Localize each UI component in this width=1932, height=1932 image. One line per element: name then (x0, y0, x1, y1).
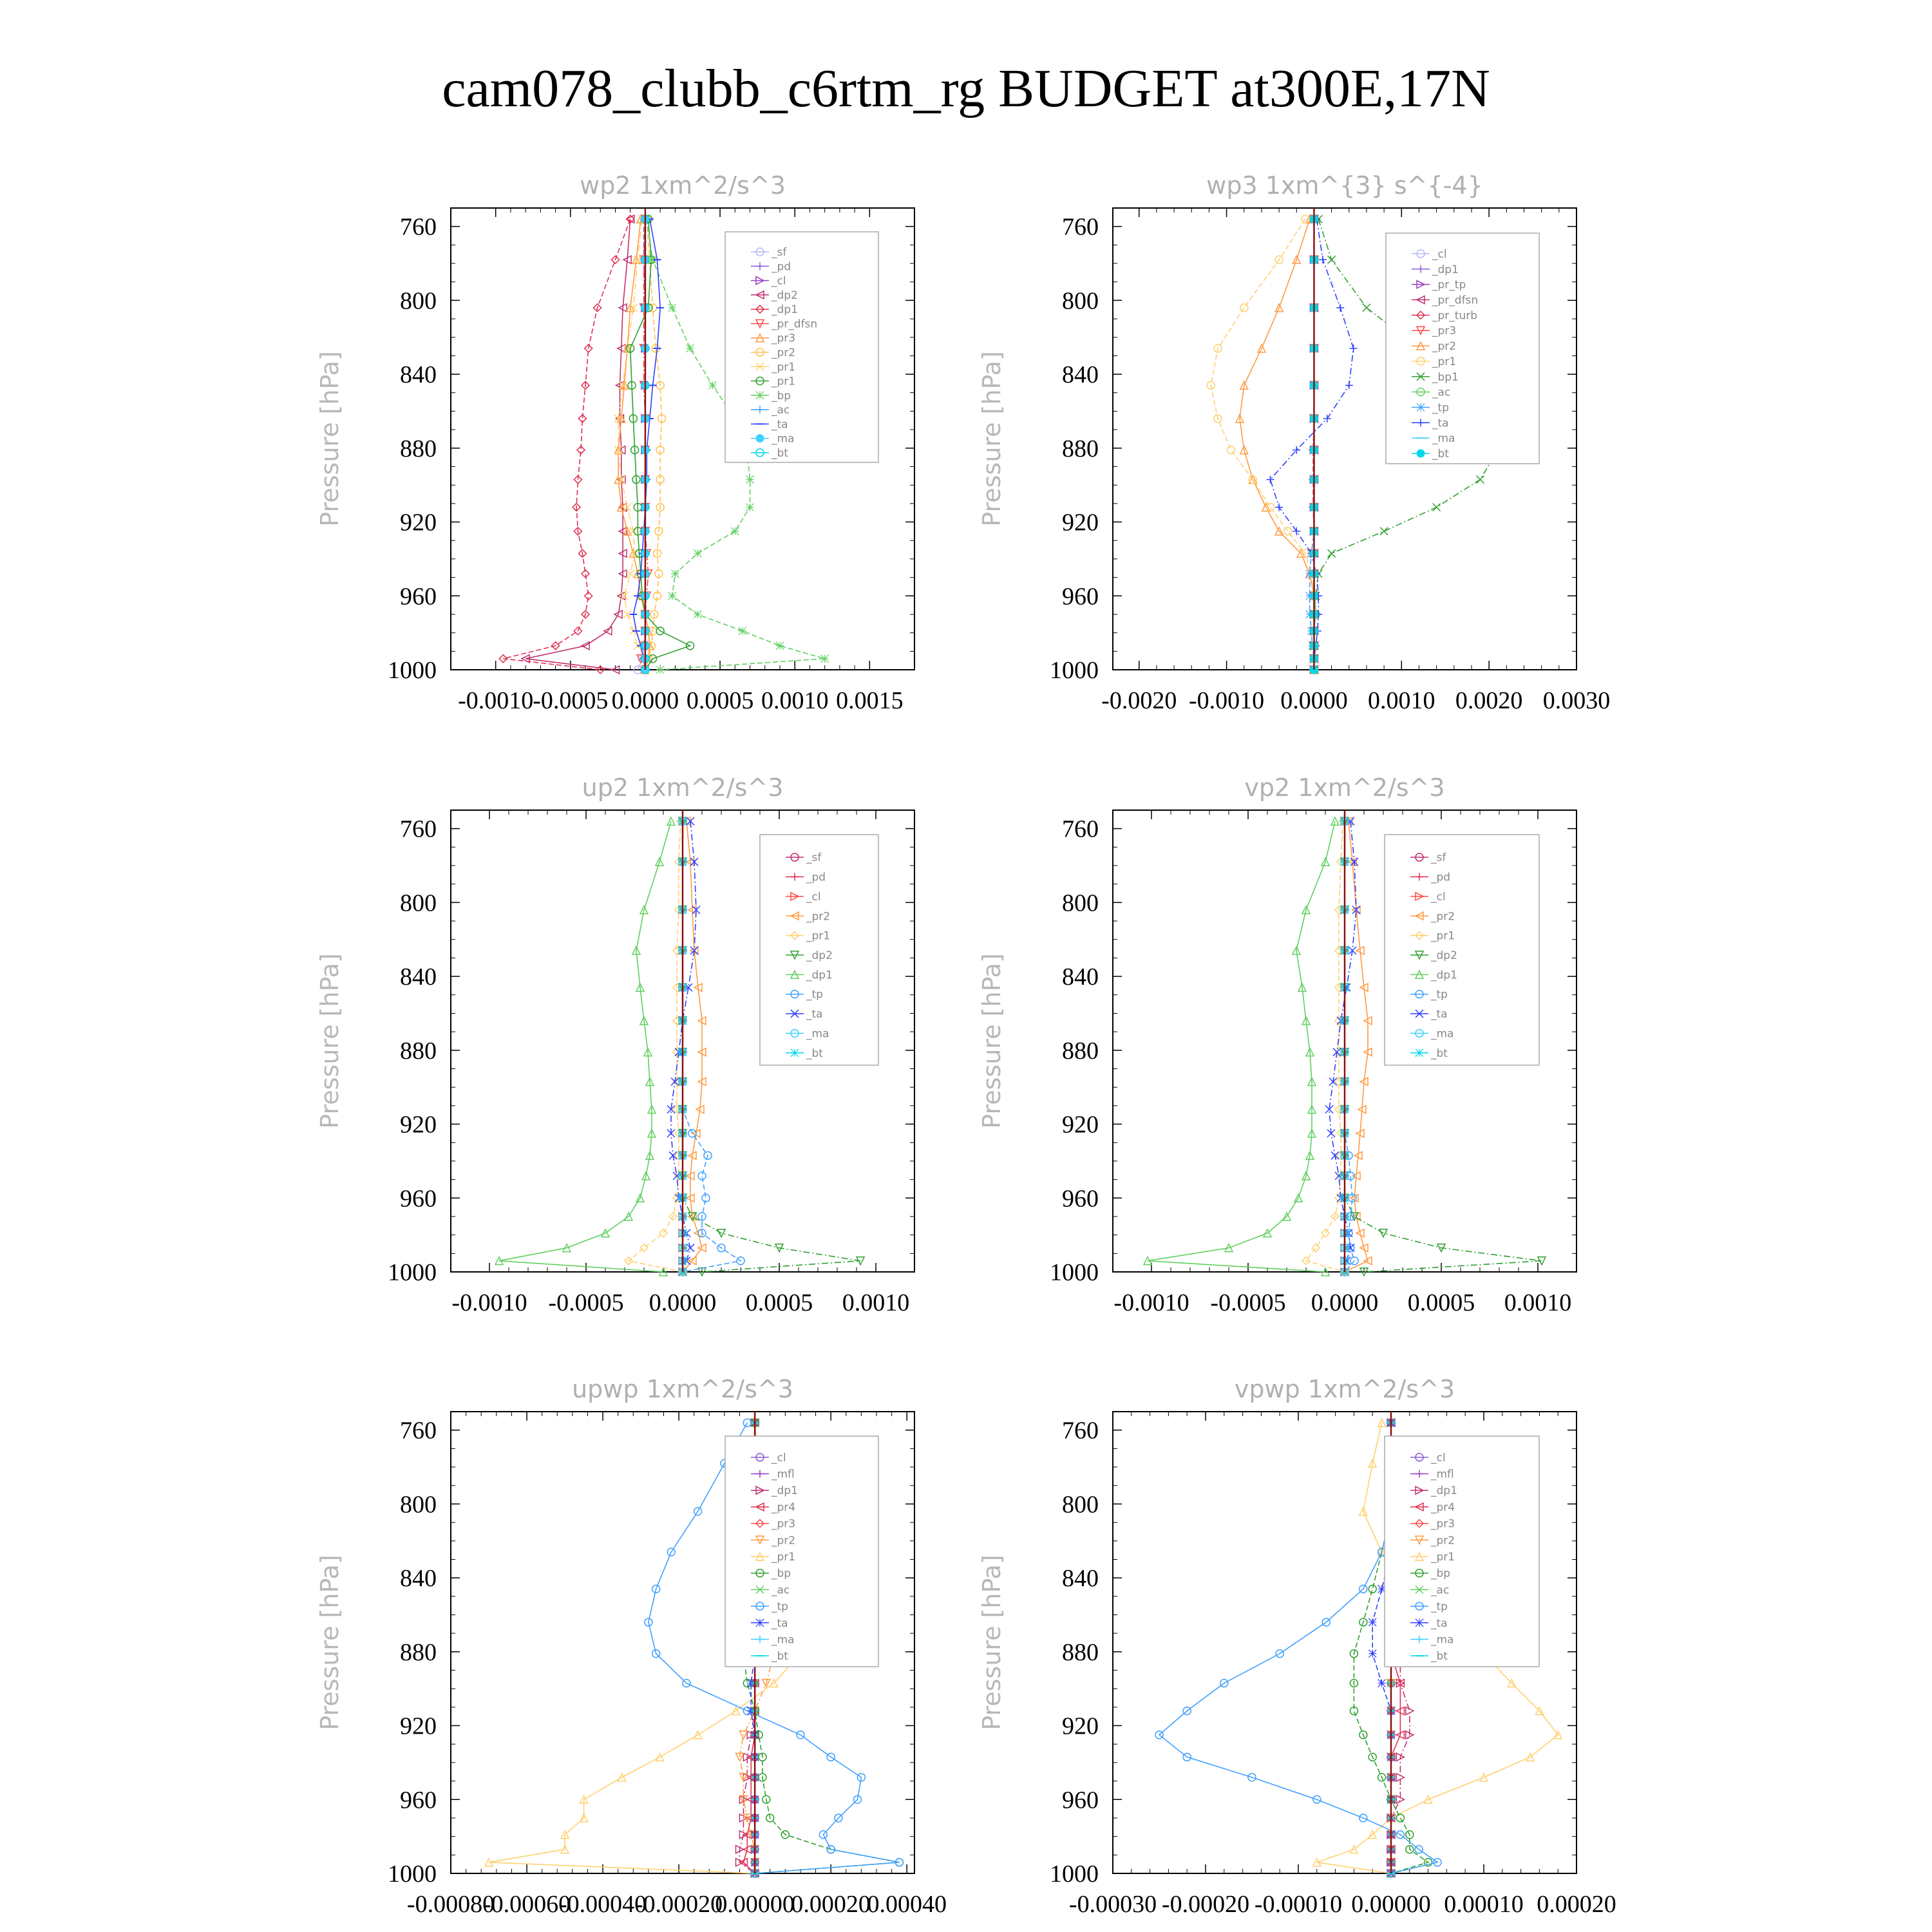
data-point (627, 570, 634, 578)
series-line (618, 219, 645, 670)
x-tick-label: 0.0000 (1311, 1289, 1379, 1316)
y-tick-label: 760 (400, 213, 437, 241)
data-point (668, 304, 676, 312)
series-line (1306, 821, 1345, 1272)
legend-label: _pd (772, 260, 791, 274)
data-point (1227, 446, 1235, 454)
y-tick-label: 760 (400, 1417, 437, 1444)
y-tick-label: 800 (400, 287, 437, 315)
data-point (746, 476, 754, 484)
data-point (1345, 381, 1353, 389)
legend-label: _pr1 (772, 361, 796, 374)
legend-box (1385, 1436, 1539, 1667)
legend-label: _tp (1432, 401, 1449, 415)
legend-label: _dp1 (1432, 263, 1459, 276)
data-point (1328, 549, 1336, 557)
legend-label: _pr3 (772, 1517, 796, 1531)
legend (1385, 1436, 1539, 1667)
y-tick-label: 760 (1062, 815, 1099, 843)
legend-label: _bt (806, 1046, 823, 1060)
legend-label: _pr1 (1431, 929, 1455, 943)
series-line (1240, 219, 1314, 670)
legend-label: _ma (1431, 1633, 1454, 1647)
series-dp1 (499, 215, 634, 674)
legend-label: _pr2 (1431, 910, 1455, 923)
x-tick-label: -0.0010 (1113, 1289, 1189, 1316)
x-tick-label: 0.00000 (715, 1891, 795, 1918)
y-tick-label: 800 (400, 1491, 437, 1519)
y-tick-label: 880 (1062, 1638, 1099, 1666)
y-tick-label: 760 (400, 815, 437, 843)
y-tick-label: 840 (400, 963, 437, 991)
legend-label: _cl (1431, 1451, 1446, 1464)
y-tick-label: 880 (1062, 435, 1099, 462)
x-tick-label: 0.0010 (1504, 1289, 1572, 1316)
legend-marker (1417, 404, 1425, 412)
data-point (1368, 1618, 1376, 1626)
legend-label: _pr3 (1432, 325, 1457, 338)
x-tick-label: -0.00060 (482, 1891, 571, 1918)
y-tick-label: 800 (400, 889, 437, 917)
legend-box (725, 232, 878, 462)
y-tick-label: 880 (1062, 1037, 1099, 1065)
data-point (1433, 504, 1441, 511)
chart-panel-3 (316, 773, 914, 1316)
legend-label: _bp (772, 389, 791, 402)
data-point (671, 570, 679, 578)
legend-label: _pr3 (772, 332, 796, 345)
legend-label: _dp1 (772, 1484, 798, 1498)
legend-label: _pr1 (806, 929, 831, 943)
data-point (739, 627, 746, 635)
legend-label: _dp1 (1431, 1484, 1457, 1498)
legend-label: _sf (806, 851, 822, 865)
series-pr2 (1236, 215, 1318, 674)
data-point (1363, 304, 1370, 312)
x-tick-label: 0.0015 (836, 687, 904, 714)
legend (1385, 835, 1539, 1065)
series-ac (1310, 215, 1320, 674)
legend-label: _ta (1431, 1008, 1448, 1021)
x-tick-label: 0.0010 (1368, 687, 1435, 714)
legend-box (1385, 835, 1539, 1065)
legend-label: _pr2 (806, 910, 831, 923)
data-point (1368, 1585, 1376, 1593)
data-point (687, 1244, 694, 1252)
legend-label: _pr1 (772, 375, 796, 388)
legend-label: _cl (806, 890, 821, 904)
series-line (671, 821, 696, 1272)
x-tick-label: -0.0010 (1189, 687, 1265, 714)
y-tick-label: 960 (1062, 1185, 1099, 1213)
x-tick-label: 0.0030 (1542, 687, 1611, 714)
series-ta (1267, 215, 1358, 674)
legend-label: _ta (772, 418, 788, 431)
legend-marker (791, 1049, 799, 1057)
y-tick-label: 920 (400, 1712, 437, 1740)
legend-label: _dp1 (1431, 969, 1457, 982)
legend-label: _pr1 (1432, 355, 1457, 368)
legend-label: _sf (1431, 851, 1446, 865)
y-tick-label: 800 (1062, 889, 1099, 917)
data-point (623, 504, 631, 511)
legend-label: _dp1 (806, 969, 833, 982)
legend-label: _pr1 (772, 1551, 796, 1564)
legend-label: _ac (1431, 1584, 1450, 1597)
data-point (656, 666, 664, 674)
panel-title: wp3 1xm^{3} s^{-4} (1206, 171, 1483, 200)
x-tick-label: -0.00020 (1161, 1891, 1250, 1918)
y-tick-label: 1000 (388, 1259, 437, 1286)
legend-label: _bp1 (1432, 370, 1459, 384)
legend-label: _pr2 (1431, 1534, 1455, 1548)
series-line (1271, 219, 1354, 670)
y-tick-label: 840 (400, 1565, 437, 1593)
chart-panel-6 (978, 1375, 1616, 1918)
x-tick-label: -0.00030 (1068, 1891, 1157, 1918)
legend-label: _pr2 (772, 1534, 796, 1548)
legend-label: _ac (1432, 386, 1451, 399)
legend-label: _mfl (1431, 1468, 1454, 1481)
y-tick-label: 880 (400, 1037, 437, 1065)
data-point (1293, 527, 1300, 535)
data-point (694, 549, 701, 557)
series-line (1211, 219, 1314, 670)
series-line (526, 219, 630, 670)
panel-title: up2 1xm^2/s^3 (582, 773, 784, 802)
y-tick-label: 760 (1062, 213, 1099, 241)
panel-title: upwp 1xm^2/s^3 (572, 1375, 793, 1403)
x-tick-label: 0.0000 (649, 1289, 717, 1316)
series-line (503, 219, 630, 670)
x-tick-label: -0.00080 (406, 1891, 495, 1918)
x-tick-label: -0.0005 (1210, 1289, 1286, 1316)
panel-title: vp2 1xm^2/s^3 (1244, 773, 1445, 802)
legend-label: _dp1 (772, 303, 798, 317)
series-tp (1306, 215, 1318, 674)
legend-marker (1416, 1049, 1423, 1057)
y-tick-label: 920 (1062, 509, 1099, 536)
x-tick-label: 0.0010 (842, 1289, 910, 1316)
legend-label: _bt (772, 446, 788, 460)
data-point (821, 655, 829, 663)
y-tick-label: 880 (400, 435, 437, 462)
data-point (1328, 256, 1336, 263)
y-tick-label: 840 (1062, 1565, 1099, 1593)
data-point (1275, 504, 1283, 511)
data-point (1336, 304, 1344, 312)
x-tick-label: 0.00020 (1537, 1891, 1616, 1918)
panel-title: vpwp 1xm^2/s^3 (1234, 1375, 1455, 1403)
panel-title: wp2 1xm^2/s^3 (580, 171, 786, 200)
chart-panel-1 (316, 171, 914, 714)
legend-label: _cl (772, 274, 786, 288)
legend-label: _pr4 (1431, 1501, 1455, 1514)
legend (725, 232, 878, 462)
data-point (1477, 476, 1484, 484)
x-tick-label: -0.00020 (635, 1891, 723, 1918)
legend-box (725, 1436, 878, 1667)
y-axis-label: Pressure [hPa] (316, 953, 344, 1129)
legend-label: _dp2 (772, 289, 798, 302)
y-axis-label: Pressure [hPa] (316, 351, 344, 527)
y-tick-label: 840 (400, 361, 437, 389)
legend-marker (756, 1619, 764, 1627)
series-line (499, 821, 671, 1272)
data-point (1368, 1650, 1376, 1658)
legend-label: _dp2 (806, 949, 833, 962)
legend-label: _tp (806, 988, 823, 1001)
legend-label: _ma (772, 432, 795, 446)
series-line (1345, 821, 1354, 1272)
chart-panel-5 (316, 1375, 947, 1918)
legend-label: _pr_turb (1432, 309, 1478, 323)
data-point (1240, 304, 1248, 312)
legend-marker (1416, 1619, 1423, 1627)
data-point (1284, 527, 1292, 535)
legend-label: _pr2 (1432, 340, 1457, 354)
legend-marker (756, 435, 764, 442)
x-tick-label: 0.00000 (1351, 1891, 1431, 1918)
x-tick-label: -0.00010 (1254, 1891, 1343, 1918)
legend (725, 1436, 878, 1667)
y-tick-label: 1000 (388, 1861, 437, 1888)
x-tick-label: 0.0005 (1407, 1289, 1475, 1316)
legend-label: _cl (1432, 247, 1447, 261)
x-tick-label: -0.0005 (548, 1289, 624, 1316)
legend (1386, 233, 1539, 464)
legend-box (1386, 233, 1539, 464)
x-tick-label: -0.0010 (451, 1289, 527, 1316)
x-tick-label: 0.0020 (1455, 687, 1523, 714)
series-ta (667, 817, 700, 1276)
x-tick-label: 0.00040 (867, 1891, 947, 1918)
y-tick-label: 960 (1062, 583, 1099, 611)
y-axis-label: Pressure [hPa] (978, 351, 1006, 527)
data-point (668, 592, 676, 600)
series-dp1 (495, 817, 675, 1276)
legend-label: _pd (806, 871, 826, 884)
figure-title: cam078_clubb_c6rtm_rg BUDGET at300E,17N (442, 59, 1490, 118)
legend-label: _cl (1431, 890, 1446, 904)
legend-label: _bp (772, 1567, 791, 1580)
x-tick-label: 0.00020 (791, 1891, 871, 1918)
legend-label: _ta (1431, 1616, 1448, 1630)
data-point (776, 642, 784, 650)
legend-label: _pr_dfsn (1432, 294, 1479, 307)
y-tick-label: 920 (1062, 1111, 1099, 1139)
legend-label: _ma (1431, 1027, 1454, 1041)
legend-label: _tp (772, 1600, 788, 1614)
series-line (1345, 821, 1368, 1272)
data-point (1319, 256, 1327, 263)
y-tick-label: 800 (1062, 1491, 1099, 1519)
x-tick-label: 0.00010 (1444, 1891, 1524, 1918)
y-axis-label: Pressure [hPa] (978, 1555, 1006, 1730)
data-point (1267, 476, 1274, 484)
y-tick-label: 840 (1062, 361, 1099, 389)
legend-label: _bt (1432, 448, 1449, 461)
legend (760, 835, 878, 1065)
legend-label: _sf (772, 246, 787, 260)
legend-label: _ma (772, 1633, 795, 1647)
y-tick-label: 800 (1062, 287, 1099, 315)
legend-label: _pr2 (772, 346, 796, 359)
x-tick-label: 0.0000 (611, 687, 679, 714)
x-tick-label: 0.0000 (1280, 687, 1348, 714)
legend-label: _pr4 (772, 1501, 796, 1514)
y-tick-label: 920 (400, 509, 437, 536)
legend-label: _pr3 (1431, 1517, 1455, 1531)
x-tick-label: 0.0005 (745, 1289, 813, 1316)
y-tick-label: 1000 (1050, 1259, 1099, 1286)
x-tick-label: 0.0010 (761, 687, 829, 714)
data-point (708, 381, 716, 389)
y-tick-label: 1000 (1050, 657, 1099, 684)
y-tick-label: 960 (1062, 1786, 1099, 1814)
legend-label: _pr_dfsn (772, 317, 818, 331)
y-axis-label: Pressure [hPa] (978, 953, 1006, 1129)
data-point (687, 345, 694, 352)
legend-label: _ma (806, 1027, 829, 1041)
legend-label: _ta (772, 1616, 788, 1630)
data-point (629, 527, 637, 535)
y-tick-label: 1000 (1050, 1861, 1099, 1888)
x-tick-label: -0.0005 (533, 687, 609, 714)
data-point (694, 611, 701, 618)
y-tick-label: 1000 (388, 657, 437, 684)
y-tick-label: 840 (1062, 963, 1099, 991)
legend-label: _cl (772, 1451, 786, 1464)
legend-label: _pr_tp (1432, 278, 1466, 292)
legend-marker (1417, 450, 1425, 457)
x-tick-label: 0.0005 (686, 687, 754, 714)
y-tick-label: 960 (400, 1185, 437, 1213)
data-point (1321, 1229, 1329, 1237)
legend-label: _pd (1431, 871, 1451, 884)
y-tick-label: 760 (1062, 1417, 1099, 1444)
data-point (631, 549, 639, 557)
data-point (1378, 1680, 1386, 1687)
y-tick-label: 920 (400, 1111, 437, 1139)
x-tick-label: -0.00040 (558, 1891, 647, 1918)
legend-label: _ta (1432, 417, 1449, 430)
legend-label: _ac (772, 404, 790, 417)
data-point (746, 504, 754, 511)
legend-label: _tp (1431, 1600, 1448, 1614)
legend-label: _ac (772, 1584, 790, 1597)
chart-panels (316, 171, 1616, 1918)
x-tick-label: -0.0010 (458, 687, 534, 714)
y-tick-label: 880 (400, 1638, 437, 1666)
chart-panel-4 (978, 773, 1577, 1316)
legend-label: _bt (1431, 1650, 1448, 1663)
legend-label: _ma (1432, 432, 1455, 446)
series-dp1 (1144, 817, 1339, 1276)
x-tick-label: -0.0020 (1101, 687, 1177, 714)
legend-marker (756, 392, 764, 399)
data-point (1380, 527, 1388, 535)
legend-label: _bt (772, 1650, 788, 1663)
y-tick-label: 920 (1062, 1712, 1099, 1740)
legend-label: _tp (1431, 988, 1448, 1001)
y-tick-label: 960 (400, 1786, 437, 1814)
series-tp (679, 817, 744, 1276)
legend-label: _ta (806, 1008, 823, 1021)
series-dp2 (522, 215, 634, 674)
legend-label: _dp2 (1431, 949, 1457, 962)
legend-label: _bp (1431, 1567, 1451, 1580)
data-point (1350, 345, 1358, 352)
legend-label: _bt (1431, 1046, 1448, 1060)
chart-panel-2 (978, 171, 1610, 714)
y-tick-label: 960 (400, 583, 437, 611)
series-line (1148, 821, 1335, 1272)
data-point (731, 527, 739, 535)
legend-label: _mfl (772, 1468, 795, 1481)
y-axis-label: Pressure [hPa] (316, 1555, 344, 1730)
legend-label: _pr1 (1431, 1551, 1455, 1564)
